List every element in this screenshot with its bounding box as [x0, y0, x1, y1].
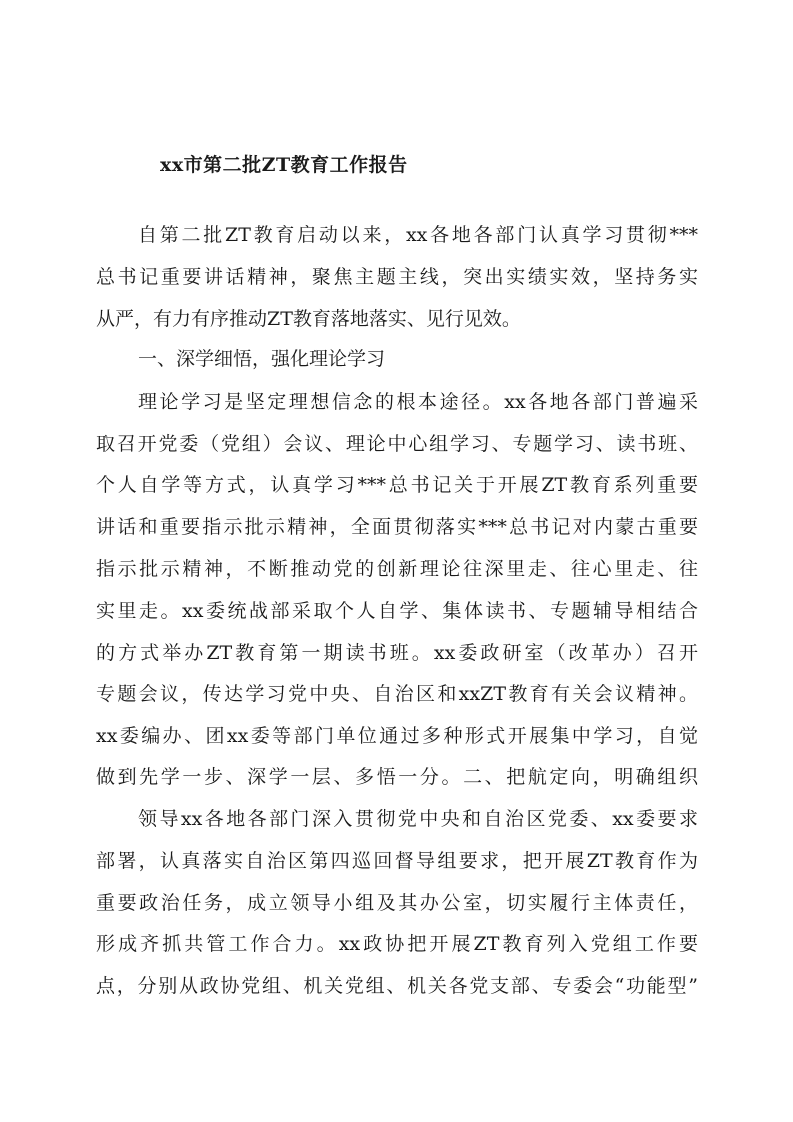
section-heading: 一、深学细悟，强化理论学习 — [138, 348, 386, 370]
paragraph-line: 理论学习是坚定理想信念的根本途径。xx各地各部门普遍采 — [138, 391, 698, 413]
paragraph-line: 形成齐抓共管工作合力。xx政协把开展ZT教育列入党组工作要 — [96, 933, 698, 955]
paragraph-line: 讲话和重要指示批示精神，全面贯彻落实***总书记对内蒙古重要 — [96, 516, 698, 538]
paragraph-line: 的方式举办ZT教育第一期读书班。xx委政研室（改革办）召开 — [96, 642, 698, 664]
document-title: xx市第二批ZT教育工作报告 — [160, 154, 408, 176]
paragraph-line: 从严，有力有序推动ZT教育落地落实、见行见效。 — [96, 308, 521, 330]
paragraph-line: 实里走。xx委统战部采取个人自学、集体读书、专题辅导相结合 — [96, 600, 698, 622]
paragraph-line: 点，分别从政协党组、机关党组、机关各党支部、专委会“功能型” — [96, 975, 698, 997]
paragraph-line: 做到先学一步、深学一层、多悟一分。二、把航定向，明确组织 — [96, 766, 698, 788]
paragraph-line: 领导xx各地各部门深入贯彻党中央和自治区党委、xx委要求 — [138, 808, 698, 830]
paragraph-line: 重要政治任务，成立领导小组及其办公室，切实履行主体责任， — [96, 892, 698, 914]
paragraph-line: 指示批示精神，不断推动党的创新理论往深里走、往心里走、往 — [96, 558, 698, 580]
paragraph-line: 个人自学等方式，认真学习***总书记关于开展ZT教育系列重要 — [96, 474, 698, 496]
paragraph-line: xx委编办、团xx委等部门单位通过多种形式开展集中学习，自觉 — [96, 725, 698, 747]
paragraph-line: 自第二批ZT教育启动以来，xx各地各部门认真学习贯彻*** — [138, 224, 698, 246]
paragraph-line: 专题会议，传达学习党中央、自治区和xxZT教育有关会议精神。 — [96, 683, 698, 705]
paragraph-line: 总书记重要讲话精神，聚焦主题主线，突出实绩实效，坚持务实 — [96, 266, 698, 288]
paragraph-line: 取召开党委（党组）会议、理论中心组学习、专题学习、读书班、 — [96, 433, 698, 455]
paragraph-line: 部署，认真落实自治区第四巡回督导组要求，把开展ZT教育作为 — [96, 850, 698, 872]
